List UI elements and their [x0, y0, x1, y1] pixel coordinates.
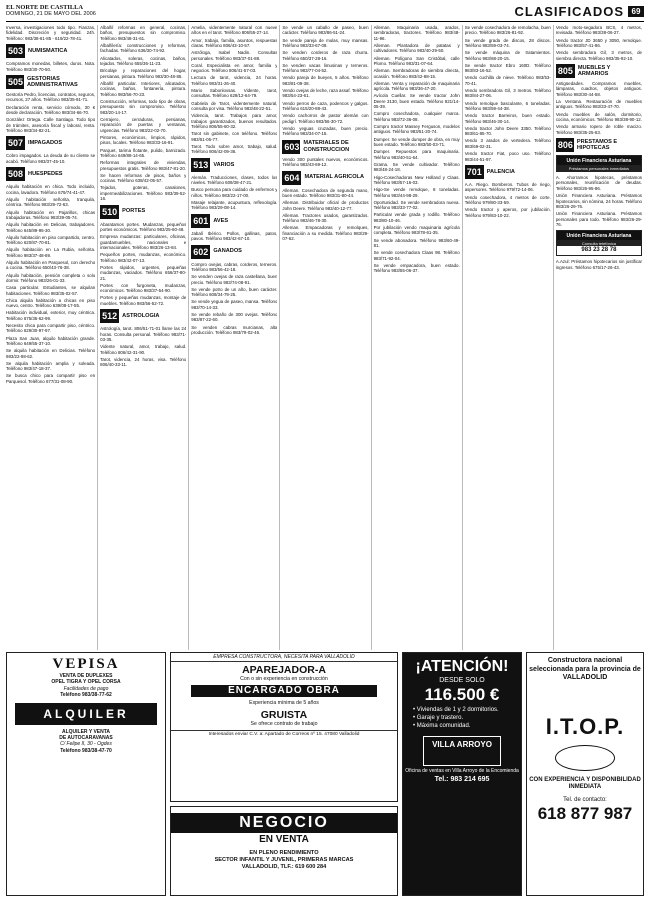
itop-name: I.T.O.P. [545, 713, 625, 739]
classified-ad: Tarot. Todo sobre amor, trabajo, salud. Teléfono 806/42-09-36. [191, 143, 278, 155]
classified-ad: Vidente natural, amor, trabajo, salud. Teléfono 806/42-31-90. [100, 344, 187, 355]
classified-ad: Inversa, investigaciones todo tipo. Fianzas, fidelidad. Discreción y seguridad. 24h. Teléfono: 983/38-61-85 - 619/22-78-41. [6, 25, 96, 41]
section-title-text: GESTORIAS ADMINISTRATIVAS [27, 75, 78, 89]
classified-ad: Alleman. Polígono San Cristóbal, calle Plomo. Teléfono 983/31-07-64. [373, 55, 460, 67]
classified-ad: Se venden vacas limusinas y terneros. Teléfono 983/77-04-52. [282, 62, 369, 74]
classified-ad: Portes con furgoneta, mudanzas, económicos. Teléfono 983/37-54-90. [100, 282, 187, 294]
union-financiera-box[interactable] [556, 155, 642, 172]
classified-ad: Alquilo habitación señorita, tranquila, céntrica. Teléfono 983/29-72-63. [6, 196, 96, 208]
section-title-text: MUEBLES Y ARMARIOS [577, 64, 611, 78]
classified-ad: Chica alquila habitación a chicas en piso nuevo, centro. Teléfono 639/08-17-55. [6, 297, 96, 309]
classified-ad: Unión Financiera Asturiana. Préstamos personales para todo. Teléfono 983/26-29-76. [555, 211, 642, 227]
section-heading [191, 158, 277, 172]
vepisa-line-1: VENTA DE DUPLEXES [59, 673, 113, 679]
villa-arroyo-ad[interactable] [402, 652, 522, 896]
classified-ad: Videncia, tarot. Trabajos para amor, trabajos garantizados, buenos resultados. Teléfono 806/55-60-32. [191, 113, 278, 130]
classified-ad: Se venden ovejas de raza castellana, buen precio. Teléfono 983/74-08-91. [191, 274, 278, 285]
classified-ad: Declaración renta, servicio cómodo, 30 € desde declaración. Teléfono 983/34-66-70. [6, 104, 96, 116]
classified-ad: Vendo pareja de bueyes, 5 años. Teléfono 983/81-09-38. [282, 75, 369, 86]
itop-ad[interactable] [526, 652, 644, 896]
section-number: 806 [557, 140, 573, 151]
section-heading [556, 138, 642, 152]
union-financiera-head: Unión Financiera Asturiana [557, 156, 641, 165]
classified-ad: Alquilo habitación en piso compartido, centro. Teléfono 620/87-70-81. [6, 234, 96, 246]
classified-ad: Alquilo habitación en chica. Todo incluido, cocina, lavadora. Teléfono 679/74-41-47. [6, 184, 96, 195]
classified-ad: Grama. Se vende cultivador. Teléfono 983/48-24-18. [373, 161, 460, 173]
job-offer-line-2: Experiencia mínima de 5 años [249, 700, 319, 707]
classified-ad: Alemán. Traducciones, clases, todos los niveles. Teléfono 609/38-47-21. [191, 174, 278, 186]
classified-ad: Se vende pareja de mulas, muy mansas. Teléfono 983/33-67-09. [282, 37, 369, 49]
union-financiera-head: Unión Financiera Asturiana [557, 231, 641, 240]
classified-ad: Necesito chica para compartir piso, céntrico. Teléfono 629/30-97-97. [6, 322, 96, 334]
classified-ad: Se hacen reformas de pisos, baños y cocinas. Teléfono 638/42-05-57. [100, 172, 187, 184]
classified-ad: Vendo armario ropero de roble macizo. Teléfono 983/35-25-63. [555, 124, 642, 135]
classified-ad: Amor, trabajo, familia, asuntos, respuestas claras. Teléfono 806/43-10-57. [191, 37, 278, 49]
classified-ad: Plaza San Juan, alquilo habitación grande. Teléfono 649/55-37-10. [6, 335, 96, 346]
section-title-text: GANADOS [213, 248, 242, 255]
section-title-text: HUESPEDES [28, 171, 63, 178]
classified-ad: Se vende máquina de tratamientos. Teléfono 983/68-20-15. [464, 50, 551, 61]
classified-ad: Alquilo habitación en Parquesol, con derecho a cocina. Teléfono 650/43-76-38. [6, 259, 96, 271]
classified-ad: Amelia, videntemente natural con nueve años en el tarot. Teléfono 806/55-27-14. [191, 25, 278, 36]
vepisa-line-5: ALQUILER Y VENTA [61, 728, 111, 735]
villa-arroyo-foot: Oficina de ventas en Villa Arroyo de la Encomienda [405, 768, 519, 775]
union-financiera-sub: Consulta telefónica [557, 240, 641, 246]
classified-column [188, 25, 277, 650]
villa-arroyo-feature: • Garaje y trastero. [413, 714, 464, 721]
classified-ad: Alleman. Sembradoras de siembra directa, ocasión. Teléfono 983/42-88-15. [373, 68, 460, 79]
job-offer-band: ENCARGADO OBRA [191, 685, 377, 697]
classified-ad: Se vende empacadora, buen estado. Teléfono 983/55-06-37. [373, 262, 460, 274]
section-number: 601 [193, 215, 209, 226]
classified-ad: Busco persona para cuidado de enfermos y niños. Teléfono 983/22-17-00. [191, 187, 278, 198]
newspaper-name: EL NORTE DE CASTILLA [6, 4, 84, 11]
classified-column [6, 25, 95, 650]
section-heading [6, 75, 95, 89]
job-offer-foot: Interesados enviar C.V. a: Apartado de Correos nº 15. 47080 Valladolid [171, 730, 397, 738]
classified-ad: Se busca chico para compartir piso en Parquesol. Teléfono 677/31-08-90. [6, 373, 96, 384]
itop-mid: CON EXPERIENCIA Y DISPONIBILIDAD INMEDIATA [529, 776, 641, 791]
classified-ad: Se vende potro de un año, buen carácter. Teléfono 608/34-79-25. [191, 286, 278, 298]
classified-ad: Parquet, tarima flotante, pulido, barnizado. Teléfono 649/88-14-65. [100, 147, 187, 158]
section-heading [282, 140, 368, 154]
classified-ad: Compro ovejas, cabras, corderos, terneros. Teléfono 983/56-42-18. [191, 261, 278, 272]
villa-arroyo-price: 116.500 € [424, 685, 500, 704]
section-heading [191, 245, 277, 259]
page-number: 69 [628, 6, 644, 17]
section-number: 513 [193, 159, 209, 170]
classifieds-area [6, 25, 644, 650]
classified-ad: Alleman. Empacadoras y remolques, financiación a su medida. Teléfono 983/29-07-62. [282, 225, 369, 242]
section-title-text: MATERIAL AGRICOLA [304, 174, 365, 181]
section-number: 503 [8, 46, 24, 57]
classified-ad: Se vende rebaño de 300 ovejas. Teléfono 983/87-22-60. [191, 311, 278, 323]
itop-phone: 618 877 987 [537, 804, 633, 824]
classified-ad: Vendo tractor Barreiros, buen estado. Teléfono 983/46-30-14. [464, 113, 551, 124]
classified-ad: Astróloga, Isabel Nadin. Consultas personales. Teléfono 983/37-01-88. [191, 50, 278, 61]
job-offer-line-1: Con o sin experiencia en construcción [240, 676, 328, 682]
classified-ad: Alquilo habitación en Delicias, trabajadores. Teléfono 645/89-95-30. [6, 222, 96, 233]
business-sale-sub: EN VENTA [259, 834, 309, 845]
classified-ad: Se vende yegua de paseo, mansa. Teléfono 983/70-14-33. [191, 299, 278, 310]
business-sale-ad[interactable] [170, 806, 398, 896]
classified-ad: Se venden cabras murcianas, alta producción. Teléfono 983/79-02-46. [191, 324, 278, 335]
page-header [6, 4, 644, 22]
vepisa-line-6: DE AUTOCARAVANAS [59, 735, 113, 742]
classified-ad: Compramos monedas, billetes, duros. Nota. Teléfono 983/30-70-50. [6, 61, 96, 72]
classified-ad: Se vende un caballo de paseo, buen carácter. Teléfono 983/86-51-24. [282, 25, 369, 36]
classified-ad: Se vende abonadora. Teléfono 983/60-49-81. [373, 237, 460, 248]
classified-ad: Pequeños portes, mudanzas, económico. Teléfono 983/42-07-13. [100, 252, 187, 263]
section-number: 505 [8, 77, 24, 88]
itop-tel-label: Tel. de contacto: [563, 797, 607, 804]
classified-ad: A. Ahorramos hipotecas, préstamos personales, reunificación de deudas. Teléfono 983/26-95-86. [555, 175, 642, 191]
section-title-text: PRESTAMOS E HIPOTECAS [576, 138, 618, 152]
classified-ad: Dumper. Se vende dumper de obra, en muy buen estado. Teléfono 983/50-03-71. [373, 136, 460, 148]
classified-ad: Alleman. Plantadora de patatas y cultivadores. Teléfono 983/40-29-50. [373, 43, 460, 54]
job-offer-title: APAREJADOR-A [242, 664, 326, 676]
classified-ad: Se vende cosechadora de remolacha, buen precio. Teléfono 983/26-81-92. [464, 25, 551, 36]
display-ads-area [6, 652, 644, 896]
vepisa-line-8: Teléfono 983/38-47-70 [60, 747, 112, 754]
classified-ad: Unión Financiera Asturiana. Préstamos hipotecarios, sin nómina, 24 horas. Teléfono 983/26-29-76. [555, 193, 642, 209]
classified-ad: Cerrajero, cerraduras, persianas, reparación de puertas y ventanas, urgencias. Teléfono 983/22-02-70. [100, 116, 187, 133]
union-financiera-box[interactable] [556, 230, 642, 256]
classified-column [462, 25, 551, 650]
classified-ad: Higo-Cosechadoras New Holland y Claas. Teléfono 983/57-16-03. [373, 174, 460, 185]
classified-ad: Higo-Se vende remolque, 8 toneladas. Teléfono 983/44-98-29. [373, 187, 460, 198]
vepisa-line-4: Teléfono 983/38-77-62 [60, 692, 112, 699]
section-heading [6, 167, 95, 181]
classified-ad: Vendo tractor JD 3650 y 3050, remolque. Teléfono 983/57-41-86. [555, 37, 642, 49]
classified-ad: Compro cosechadora, cualquier marca. Teléfono 983/72-36-08. [373, 111, 460, 122]
business-sale-line-1: EN PLENO RENDIMIENTO [249, 850, 319, 856]
classified-ad: Bricolaje y reparaciones del hogar, persianas, pintura. Teléfono 983/30-48-85. [100, 68, 187, 79]
job-offer-ad[interactable] [170, 652, 398, 802]
classified-ad: Compro tractor Massey Ferguson, modelos antiguos. Teléfono 983/51-20-74. [373, 124, 460, 135]
vepisa-line-3: Facilidades de pago [63, 685, 109, 692]
classified-ad: Alleman. Cosechadora de segunda mano, buen estado. Teléfono 983/31-80-44. [282, 187, 369, 198]
classified-ad: Vendo tractor y aperos, por jubilación. Teléfono 979/83-10-22. [464, 207, 551, 218]
section-heading [100, 309, 186, 323]
itop-logo-icon [555, 745, 615, 771]
classified-ad: La Ventana. Restauración de muebles antiguos. Teléfono 983/33-47-70. [555, 99, 642, 110]
classified-ad: Se vende cosechadora Claas 98. Teléfono 983/71-92-04. [373, 250, 460, 261]
villa-arroyo-feature: • Viviendas de 1 y 2 dormitorios. [413, 707, 499, 713]
classified-ad: Portes y pequeñas mudanzas, montaje de muebles. Teléfono 983/56-52-72. [100, 295, 187, 306]
classified-ad: Vendo sembradora Gil, 3 metros, de siembra directa. Teléfono 983/35-92-10. [555, 50, 642, 61]
classified-ad: Vendo moto-segadora BCS, 4 metros, revisada. Teléfono 983/38-06-27. [555, 25, 642, 36]
business-sale-line-3: VALLADOLID, TLF.: 619 600 284 [241, 864, 327, 870]
classified-ad: Mario Sabonlovsas. Vidente, tarot, consultas. Teléfono 629/12-64-79. [191, 88, 278, 99]
classified-ad: Vendo remolque basculante, 6 toneladas. Teléfono 983/59-44-38. [464, 100, 551, 112]
section-number: 701 [466, 166, 482, 177]
classified-ad: Masaje relajante, acupuntura, reflexología. Teléfono 983/29-08-14. [191, 199, 278, 211]
section-title: CLASIFICADOS [514, 4, 624, 19]
job-offer-top: EMPRESA CONSTRUCTORA, NECESITA PARA VALLADOLID [171, 653, 397, 662]
section-title-text: MATERIALES DE CONSTRUCCION [303, 140, 350, 153]
section-title-text: PALENCIA [486, 168, 515, 175]
vepisa-logo-band: ALQUILER [15, 703, 157, 725]
classified-ad: Pintores, económicos, limpios, rápidos, pisos, locales. Teléfono 983/33-16-91. [100, 134, 187, 146]
classified-ad: Se vende tractor Ebro 160D. Teléfono 983/83-16-52. [464, 62, 551, 74]
section-title-text: NUMISMATICA [28, 48, 68, 55]
classified-ad: Vendo sembradora Gil, 3 metros. Teléfono 983/84-27-06. [464, 88, 551, 99]
classified-ad: González Ortega. Calle Santiago. Todo tipo de trámites, asesoría fiscal y laboral, renta. Teléfono 983/34-82-21. [6, 117, 96, 134]
union-financiera-sub: Préstamos personales inmediatos [557, 165, 641, 171]
classified-ad: Alleman. Tractores usados, garantizados. Teléfono 983/46-78-30. [282, 212, 369, 224]
villa-arroyo-tel: Tel.: 983 214 695 [434, 775, 490, 783]
section-heading [100, 205, 186, 219]
business-sale-band: NEGOCIO [171, 813, 397, 833]
villa-arroyo-feature: • Máxima comunidad. [413, 722, 471, 729]
classified-ad: Dumper. Repuestos para maquinaria. Teléfono 983/40-51-64. [373, 149, 460, 160]
classified-ad: Particular vende grada y rodillo. Teléfono 983/80-10-46. [373, 212, 460, 223]
section-title-text: ASTROLOGIA [122, 313, 160, 320]
classified-ad: Vendo yeguas cruzadas, buen precio. Teléfono 983/34-07-15. [282, 125, 369, 137]
classified-ad: Lectura de tarot, videncia, 24 horas. Teléfono 983/31-26-40. [191, 75, 278, 86]
classified-ad: Alleman. Maquinaria usada, arados, sembradoras, tractores. Teléfono 983/48-11-96. [373, 25, 460, 41]
classified-ad: Oportunidad. Se vende sembradora nueva. Teléfono 983/33-77-02. [373, 199, 460, 211]
classified-ad: Albañil reformas en general, cocinas, baños, presupuestos sin compromiso. Teléfono 983/48-31-61. [100, 25, 187, 41]
classified-ad: Astrología, tarot. 806/51-71-01 llame las 24 horas. Consulta personal. Teléfono 983/71-03-35. [100, 326, 187, 343]
classified-ad: Habitación individual, exterior, muy céntrica. Teléfono 675/35-62-99. [6, 310, 96, 321]
issue-date: DOMINGO, 21 DE MAYO DEL 2006 [6, 11, 96, 17]
classified-ad: Vendo 300 puntales nuevos, económicos. Teléfono 983/43-69-12. [282, 156, 369, 168]
section-number: 510 [102, 206, 118, 217]
section-title-text: VARIOS [213, 161, 235, 168]
classified-ad: Vendo perros de caza, podencos y galgos. Teléfono 615/20-88-43. [282, 100, 369, 112]
classified-column [553, 25, 642, 650]
classified-ad: Casa particular. Estudiantes, se alquilan habitaciones. Teléfono 983/35-02-57. [6, 285, 96, 296]
section-heading [556, 64, 642, 78]
vepisa-line-2: OPEL TIGRA Y OPEL CORSA [51, 679, 121, 686]
villa-arroyo-logo: VILLA ARROYO [423, 736, 501, 766]
classified-column [279, 25, 368, 650]
classified-ad: Alleman. Venta y reparación de maquinaria agrícola. Teléfono 983/36-47-20. [373, 80, 460, 92]
section-number: 507 [8, 138, 24, 149]
classified-ad: Se venden corderos de raza churra. Teléfono 650/37-28-16. [282, 50, 369, 61]
section-title-text: PORTES [122, 208, 146, 215]
classified-ad: Se vende grada de discos, 28 discos. Teléfono 983/59-03-74. [464, 37, 551, 49]
classified-ad: Tarot sin gabinete, con teléfono. Teléfono 983/51-05-77. [191, 131, 278, 142]
classified-ad: Reformas integrales de viviendas, presupuestos gratis. Teléfono 983/47-81-20. [100, 160, 187, 171]
classified-ad: Gestoría Pedro, licencias, contratos, seguros, recursos, 27 años. Teléfono 983/35-91-71. [6, 92, 96, 103]
classified-ad: Alquilo habitación, pensión completa o solo dormir. Teléfono 983/26-01-33. [6, 272, 96, 283]
vepisa-brand: VEPISA [52, 656, 120, 672]
classified-ad: Alquilo habitación en La Rubia, señorita. Teléfono 983/37-48-89. [6, 247, 96, 258]
section-number: 805 [557, 66, 573, 77]
section-title-text: AVES [213, 217, 229, 224]
villa-arroyo-title: ¡ATENCIÓN! [415, 658, 509, 675]
section-number: 602 [193, 246, 209, 257]
classified-ad: Por jubilación vendo maquinaria agrícola completa. Teléfono 983/78-61-35. [373, 224, 460, 236]
classified-ad: Tarot, videncia, 24 horas, visa. Teléfono 806/40-33-11. [100, 356, 187, 368]
classified-ad: Vendo 3 arados de vertedera. Teléfono 983/69-02-31. [464, 138, 551, 149]
classified-ad: Portes rápidos, urgentes, pequeñas mudanzas, vaciados. Teléfono 656/37-80-21. [100, 264, 187, 281]
classified-ad: Albañil particular. Interiores, alicatados, cocinas, baños, fontanería, pintura. Teléfono 983/56-70-23. [100, 80, 187, 97]
vepisa-line-7: C/ Felipe II, 30 - Ogdes [60, 741, 112, 748]
villa-arroyo-desde: DESDE SOLO [439, 677, 485, 684]
section-title-text: IMPAGADOS [28, 140, 63, 147]
classified-ad: Antigüedades. Compramos muebles, lámparas, cuadros, objetos antiguos. Teléfono 983/30-44-58. [555, 81, 642, 97]
classified-ad: Construcción, reformas, todo tipo de obras, presupuesto sin compromiso. Teléfono 983/20-14-17. [100, 98, 187, 115]
classified-ad: Vendo ovejas de leche, raza assaf. Teléfono 983/54-23-61. [282, 88, 369, 99]
classified-ad: A.A. Riego. Bomberos. Tubos de riego, aspersores. Teléfono 979/72-14-06. [464, 181, 551, 193]
classified-ad: Vendo tractor Fiat, poco uso. Teléfono 983/44-51-97. [464, 151, 551, 162]
classified-ad: Tejados, goteras, canalones, impermeabilizaciones. Teléfono 983/39-52-16. [100, 185, 187, 202]
classified-ad: Vendo muebles de salón, dormitorio, cocina, económicos. Teléfono 983/38-90-12. [555, 111, 642, 123]
business-sale-line-2: SECTOR INFANTIL Y JUVENIL, PRIMERAS MARCAS [214, 857, 354, 863]
classified-column [97, 25, 186, 650]
vepisa-ad[interactable] [6, 652, 166, 896]
classified-ad: Avícola Cuellar. Se vende tractor John Deere 3130, buen estado. Teléfono 921/14-05-39. [373, 93, 460, 110]
section-number: 512 [102, 311, 118, 322]
union-financiera-tel: 983 23 28 78 [581, 247, 617, 254]
classified-column [371, 25, 460, 650]
classified-ad: Vendo cosechadora, 4 metros de corte. Teléfono 979/80-33-59. [464, 194, 551, 205]
classified-ad: Abaratamos portes. Mudanzas, pequeños portes económicos. Teléfono 983/25-60-48. [100, 221, 187, 232]
classified-ad: Alquilo habitación en Pajarillos, chicas trabajadoras. Teléfono 983/39-05-74. [6, 209, 96, 220]
classified-ad: Cobro impagados. La deuda de su cliente se acabó. Teléfono 983/37-45-10. [6, 153, 96, 164]
classified-ad: A.Azul: Préstamos hipotecarios sin justificar ingresos. Teléfono 675/17-26-43. [555, 259, 642, 270]
section-heading [6, 136, 95, 150]
job-offer-name: GRUISTA [260, 708, 308, 721]
job-offer-line-3: Se ofrece contrato de trabajo [250, 720, 318, 727]
classified-ad: Empresa mudanzas: particulares, oficinas, guardamuebles, nacionales e internacionales. Teléfono 983/26-13-84. [100, 234, 187, 250]
section-number: 604 [284, 172, 300, 183]
section-number: 603 [284, 141, 300, 152]
section-heading [465, 165, 551, 179]
classified-ad: Gabriela de Tarot, videntemente natural, consulta por visa. Teléfono 983/48-22-51. [191, 100, 278, 112]
section-number: 508 [8, 169, 24, 180]
section-heading [6, 44, 95, 58]
classified-ad: Alicatados, soleras, cocinas, baños, tejados. Teléfono 655/36-11-23. [100, 55, 187, 67]
classified-ad: Se alquila habitación en Delicias. Teléfono 983/22-98-62. [6, 348, 96, 359]
classified-ad: Vendo tractor John Deere 3350. Teléfono 983/61-85-70. [464, 125, 551, 137]
section-heading [282, 171, 368, 185]
classified-ad: Se alquila habitación amplia y soleada. Teléfono 983/47-18-37. [6, 360, 96, 372]
classified-ad: Albañilería: construcciones y reformas, fachadas. Teléfono 636/30-74-92. [100, 43, 187, 54]
classified-ad: Coral. Especialista en amor, familia y negocios. Teléfono 806/41-57-03. [191, 62, 278, 74]
classified-ad: Jabalí Ibérico. Pollos, gallinas, patos, pavos. Teléfono 983/42-67-10. [191, 230, 278, 242]
itop-top: Constructora nacional seleccionada para la provincia de VALLADOLID [529, 657, 641, 681]
section-heading [191, 214, 277, 228]
classified-ad: Alleman. Distribuidor oficial de productos John Deere. Teléfono 983/40-12-77. [282, 200, 369, 211]
classified-ad: Vendo cuchilla de nieve. Teléfono 983/53-70-41. [464, 75, 551, 86]
classified-ad: Vendo cachorros de pastor alemán con pedigrí. Teléfono 983/56-30-72. [282, 113, 369, 124]
